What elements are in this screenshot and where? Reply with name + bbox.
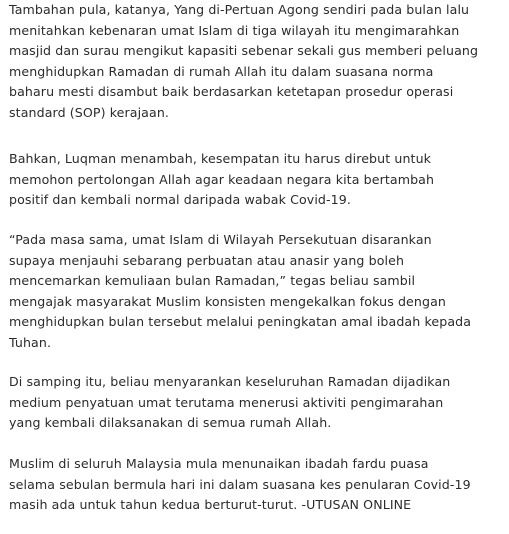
paragraph-line: menghidupkan bulan tersebut melalui peningkatan amal ibadah kepada — [9, 314, 472, 330]
paragraph-3 — [9, 230, 471, 354]
paragraph-line: baharu mesti disambut baik berdasarkan ketetapan prosedur operasi — [9, 84, 454, 100]
paragraph-2 — [9, 149, 434, 211]
paragraph-line: selama sebulan bermula hari ini dalam suasana kes penularan Covid-19 — [9, 476, 471, 492]
paragraph-line: menghidupkan Ramadan di rumah Allah itu dalam suasana norma — [9, 63, 434, 79]
paragraph-line: masjid dan surau mengikut kapasiti sebenar sekali gus memberi peluang — [9, 43, 479, 59]
paragraph-line: Bahkan, Luqman menambah, kesempatan itu harus direbut untuk — [9, 151, 432, 166]
paragraph-5 — [9, 454, 471, 516]
paragraph-line: standard (SOP) kerajaan. — [9, 104, 169, 120]
paragraph-line: masih ada untuk tahun kedua berturut-turut. -UTUSAN ONLINE — [9, 497, 412, 513]
paragraph-line: mengajak masyarakat Muslim konsisten mengekalkan fokus dengan — [9, 293, 446, 309]
paragraph-line: memohon pertolongan Allah agar keadaan negara kita bertambah — [9, 171, 435, 187]
paragraph-line: positif dan kembali normal daripada wabak Covid-19. — [9, 192, 351, 208]
paragraph-line: Tuhan. — [9, 334, 52, 350]
paragraph-line: mencemarkan kemuliaan bulan Ramadan,” tegas beliau sambil — [9, 273, 416, 289]
paragraph-1 — [9, 0, 478, 124]
paragraph-line: “Pada masa sama, umat Islam di Wilayah Persekutuan disarankan — [9, 232, 432, 247]
paragraph-4 — [9, 372, 450, 434]
paragraph-line: menitahkan kebenaran umat Islam di tiga wilayah itu mengimarahkan — [9, 22, 460, 38]
paragraph-line: Tambahan pula, katanya, Yang di-Pertuan Agong sendiri pada bulan lalu — [9, 2, 470, 17]
paragraph-line: medium penyatuan umat terutama menerusi aktiviti pengimarahan — [9, 394, 444, 410]
paragraph-line: yang kembali dilaksanakan di semua rumah Allah. — [9, 415, 332, 431]
paragraph-line: supaya menjauhi sebarang perbuatan atau anasir yang boleh — [9, 252, 405, 268]
paragraph-line: Di samping itu, beliau menyarankan keseluruhan Ramadan dijadikan — [9, 374, 451, 389]
paragraph-line: Muslim di seluruh Malaysia mula menunaikan ibadah fardu puasa — [9, 456, 429, 471]
